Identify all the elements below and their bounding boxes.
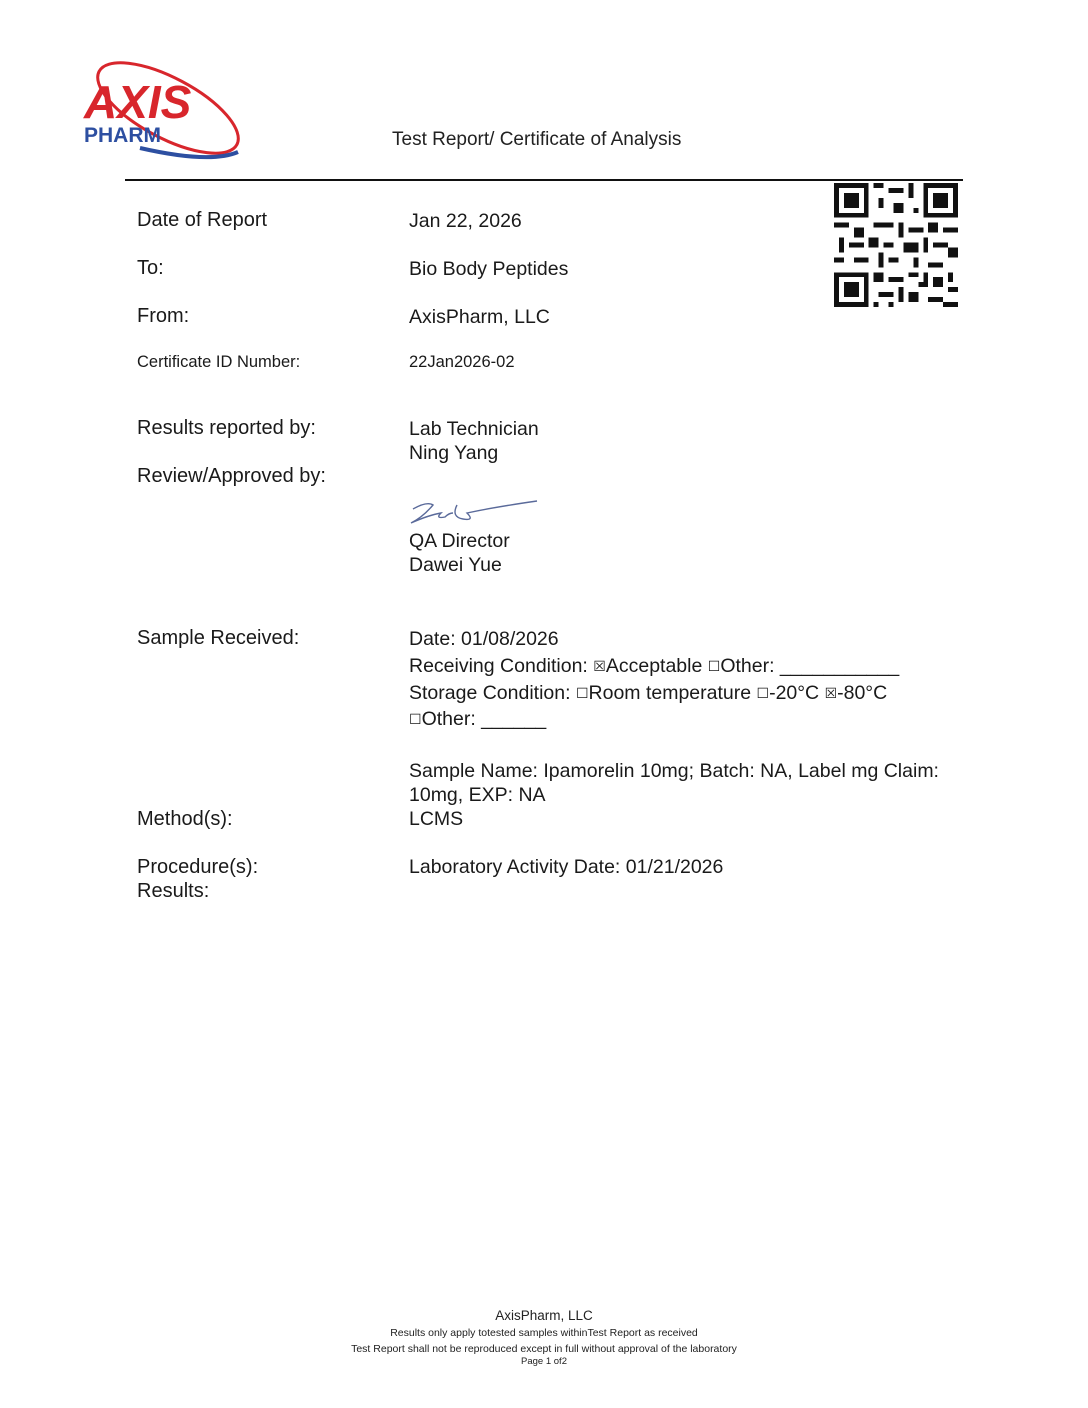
unchecked-box-icon: ☐ (756, 685, 770, 701)
sample-received-label: Sample Received: (137, 627, 300, 649)
svg-text:AXIS: AXIS (84, 76, 192, 128)
footer-company: AxisPharm, LLC (495, 1308, 593, 1323)
from-value: AxisPharm, LLC (409, 306, 550, 328)
method-label: Method(s): (137, 808, 233, 830)
to-value: Bio Body Peptides (409, 258, 569, 280)
unchecked-box-icon: ☐ (707, 658, 721, 674)
page-number: Page 1 of2 (521, 1356, 567, 1367)
date-of-report-label: Date of Report (137, 209, 268, 231)
approved-name: Dawei Yue (409, 554, 502, 576)
unchecked-box-icon: ☐ (575, 685, 589, 701)
to-label: To: (137, 257, 164, 279)
receiving-option-other: Other: ___________ (720, 655, 900, 677)
storage-option-other: Other: ______ (421, 708, 547, 730)
signature-image (405, 495, 545, 531)
procedure-label: Procedure(s): (137, 856, 259, 878)
date-of-report-value: Jan 22, 2026 (409, 210, 522, 232)
results-reported-label: Results reported by: (137, 417, 316, 439)
sample-name-line1: Sample Name: Ipamorelin 10mg; Batch: NA, Label mg Claim: (409, 760, 939, 782)
reported-role: Lab Technician (409, 418, 539, 440)
review-approved-label: Review/Approved by: (137, 465, 326, 487)
receiving-condition-label: Receiving Condition: (409, 655, 594, 677)
header-divider (125, 179, 963, 181)
from-label: From: (137, 305, 190, 327)
sample-date: Date: 01/08/2026 (409, 628, 559, 650)
checked-box-icon: ☒ (824, 685, 838, 701)
footer-note-2: Test Report shall not be reproduced except in full without approval of the laboratory (351, 1343, 737, 1355)
certificate-id-value: 22Jan2026-02 (409, 353, 515, 371)
method-value: LCMS (409, 808, 464, 830)
reported-name: Ning Yang (409, 442, 499, 464)
storage-option-minus20: -20°C (769, 682, 825, 704)
approved-role: QA Director (409, 530, 510, 552)
sample-name-line2: 10mg, EXP: NA (409, 784, 546, 806)
qr-code-icon (834, 183, 958, 307)
procedure-value: Laboratory Activity Date: 01/21/2026 (409, 856, 724, 878)
storage-condition (409, 680, 887, 706)
axispharm-logo (80, 56, 250, 166)
receiving-option-acceptable: Acceptable (605, 655, 708, 677)
receiving-condition (409, 653, 899, 679)
svg-text:PHARM: PHARM (84, 124, 161, 147)
document-title: Test Report/ Certificate of Analysis (392, 129, 682, 150)
certificate-id-label: Certificate ID Number: (137, 353, 301, 371)
checked-box-icon: ☒ (593, 658, 606, 674)
storage-option-minus80: -80°C (837, 682, 888, 704)
results-label: Results: (137, 880, 210, 902)
storage-condition-label: Storage Condition: (409, 682, 576, 704)
unchecked-box-icon: ☐ (409, 711, 422, 727)
storage-other (409, 706, 546, 732)
footer-note-1: Results only apply totested samples withinTest Report as received (390, 1327, 698, 1339)
storage-option-room-temp: Room temperature (588, 682, 757, 704)
